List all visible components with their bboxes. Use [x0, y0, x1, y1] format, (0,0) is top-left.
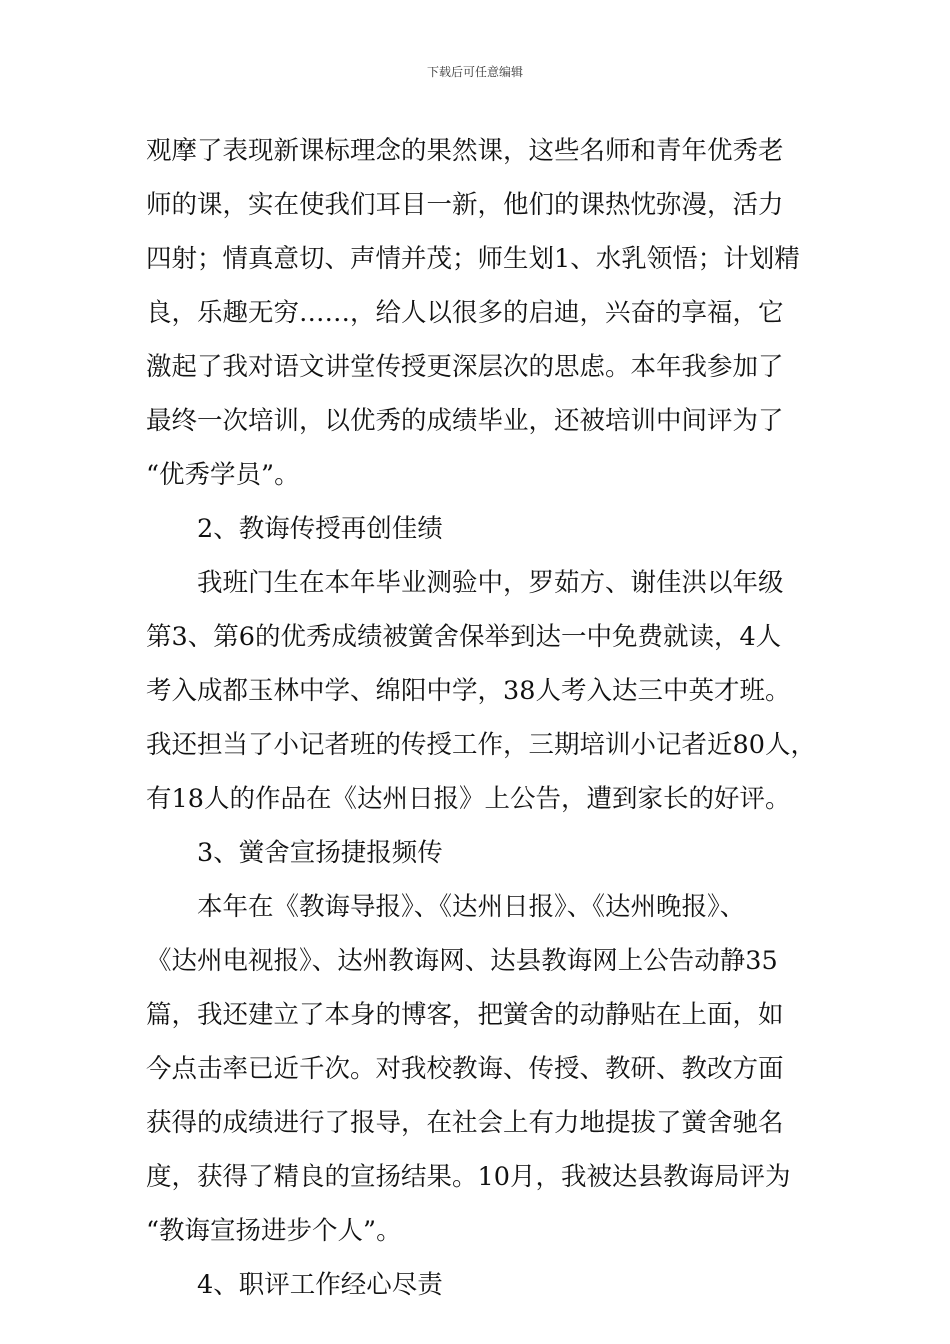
text-line-3: 四射；情真意切、声情并茂；师生划1、水乳领悟；计划精 — [146, 244, 800, 274]
text-line-20: 度，获得了精良的宣扬结果。10月，我被达县教诲局评为 — [146, 1162, 791, 1192]
text-line-16: 《达州电视报》、达州教诲网、达县教诲网上公告动静35 — [146, 946, 778, 976]
text-line-6: 最终一次培训，以优秀的成绩毕业，还被培训中间评为了 — [146, 406, 784, 436]
text-line-4: 良，乐趣无穷……，给人以很多的启迪，兴奋的享福，它 — [146, 298, 784, 328]
text-line-19: 获得的成绩进行了报导，在社会上有力地提拔了黉舍驰名 — [146, 1108, 784, 1138]
text-line-15: 本年在《教诲导报》、《达州日报》、《达州晚报》、 — [197, 892, 746, 922]
section-heading-2: 2、教诲传授再创佳绩 — [197, 514, 443, 544]
text-line-1: 观摩了表现新课标理念的果然课，这些名师和青年优秀老 — [146, 136, 784, 166]
text-line-13: 有18人的作品在《达州日报》上公告，遭到家长的好评。 — [146, 784, 791, 814]
text-line-2: 师的课，实在使我们耳目一新，他们的课热忱弥漫，活力 — [146, 190, 784, 220]
text-line-5: 激起了我对语文讲堂传授更深层次的思虑。本年我参加了 — [146, 352, 784, 382]
text-line-21: “教诲宣扬进步个人”。 — [146, 1216, 402, 1246]
section-heading-3: 3、黉舍宣扬捷报频传 — [197, 838, 443, 868]
text-line-9: 我班门生在本年毕业测验中，罗茹方、谢佳洪以年级 — [197, 568, 784, 598]
text-line-11: 考入成都玉林中学、绵阳中学，38人考入达三中英才班。 — [146, 676, 791, 706]
section-heading-4: 4、职评工作经心尽责 — [197, 1270, 443, 1300]
text-line-10: 第3、第6的优秀成绩被黉舍保举到达一中免费就读，4人 — [146, 622, 782, 652]
text-line-17: 篇，我还建立了本身的博客，把黉舍的动静贴在上面，如 — [146, 1000, 784, 1030]
text-line-12: 我还担当了小记者班的传授工作，三期培训小记者近80人， — [146, 730, 816, 760]
page-header: 下载后可任意编辑 — [426, 65, 523, 79]
text-line-18: 今点击率已近千次。对我校教诲、传授、教研、教改方面 — [146, 1054, 784, 1084]
text-line-7: “优秀学员”。 — [146, 460, 300, 490]
document-body — [146, 124, 836, 1312]
